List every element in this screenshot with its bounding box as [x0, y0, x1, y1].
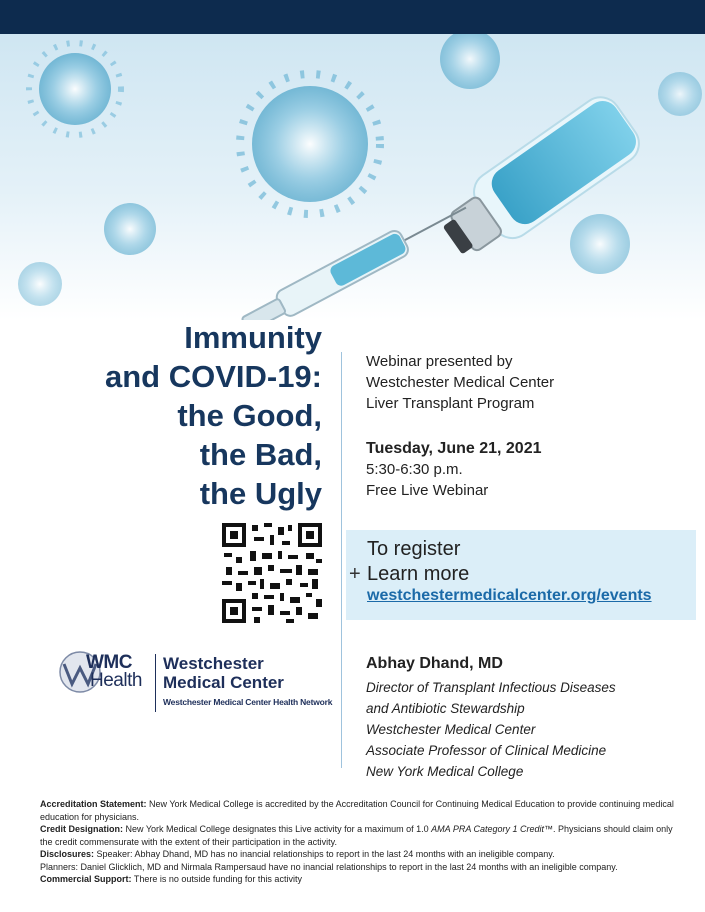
logo-wmc-text: WMC	[86, 652, 132, 673]
register-line: To register	[367, 538, 461, 560]
fine-print	[40, 798, 680, 886]
support-label: Commercial Support:	[40, 874, 132, 884]
webinar-intro	[366, 351, 554, 414]
title-line: Immunity	[184, 320, 322, 355]
logo-network: Westchester Medical Center Health Network	[163, 697, 333, 707]
event-details	[366, 438, 542, 501]
speaker-block	[366, 655, 616, 782]
disclosures	[40, 848, 680, 861]
credit-text-a: New York Medical College designates this Live activity for a maximum of 1.0	[123, 824, 432, 834]
register-text	[367, 537, 469, 587]
logo-health-text: Health	[90, 670, 142, 691]
credit-designation	[40, 823, 680, 848]
logo-name-line2: Medical Center	[163, 673, 284, 692]
learn-more-line: Learn more	[367, 563, 470, 585]
speaker-name: Abhay Dhand, MD	[366, 655, 503, 672]
column-divider	[341, 352, 342, 768]
virus-icon	[104, 203, 156, 255]
planners: Planners: Daniel Glicklich, MD and Nirmala Rampersaud have no inancial relationships to report in the last 24 months with an ineligible company.	[40, 861, 618, 872]
accreditation-statement	[40, 798, 680, 823]
vaccine-illustration	[0, 34, 705, 320]
title-line: the Ugly	[199, 476, 322, 511]
logo-divider	[155, 654, 156, 712]
event-format: Free Live Webinar	[366, 482, 489, 499]
credit-label: Credit Designation:	[40, 824, 124, 834]
register-link[interactable]: westchestermedicalcenter.org/events	[367, 587, 652, 604]
wmc-health-logo	[58, 650, 338, 714]
speaker-title-line: and Antibiotic Stewardship	[366, 701, 525, 716]
credit-text-b: . Physicians should claim only the credit commensurate with the extent of their participation in the activity.	[40, 824, 673, 847]
speaker-title-line: Director of Transplant Infectious Diseases	[366, 680, 616, 695]
plus-icon: +	[349, 563, 361, 585]
virus-icon	[29, 43, 121, 135]
logo-name-line1: Westchester	[163, 654, 264, 673]
hero-image-vaccine	[0, 34, 705, 320]
syringe-icon	[239, 195, 473, 320]
virus-icon	[240, 74, 380, 214]
title-line: the Good,	[177, 398, 322, 433]
intro-line: Liver Transplant Program	[366, 395, 535, 412]
title-line: the Bad,	[199, 437, 322, 472]
intro-line: Webinar presented by	[366, 353, 513, 370]
speaker-title-line: Associate Professor of Clinical Medicine	[366, 743, 607, 758]
virus-icon	[570, 214, 630, 274]
virus-icon	[18, 262, 62, 306]
disclosures-label: Disclosures:	[40, 849, 95, 859]
speaker-title-line: New York Medical College	[366, 764, 524, 779]
disclosures-text: Speaker: Abhay Dhand, MD has no inancial relationships to report in the last 24 months with an ineligible company.	[94, 849, 555, 859]
top-banner	[0, 0, 705, 34]
commercial-support	[40, 873, 680, 886]
support-text: There is no outside funding for this activity	[131, 874, 302, 884]
title-line: and COVID-19:	[104, 359, 322, 394]
accreditation-label: Accreditation Statement:	[40, 799, 147, 809]
intro-line: Westchester Medical Center	[366, 374, 555, 391]
qr-code-icon[interactable]	[222, 523, 322, 623]
speaker-title-line: Westchester Medical Center	[366, 722, 536, 737]
virus-icon	[440, 34, 500, 89]
event-time: 5:30-6:30 p.m.	[366, 461, 463, 478]
event-title	[22, 318, 322, 513]
event-date: Tuesday, June 21, 2021	[366, 440, 542, 457]
virus-icon	[658, 72, 702, 116]
credit-italic: AMA PRA Category 1 Credit™	[431, 824, 554, 834]
accreditation-text: New York Medical College is accredited by the Accreditation Council for Continuing Medical Education to provide continuing medical education for physicians.	[40, 799, 674, 822]
